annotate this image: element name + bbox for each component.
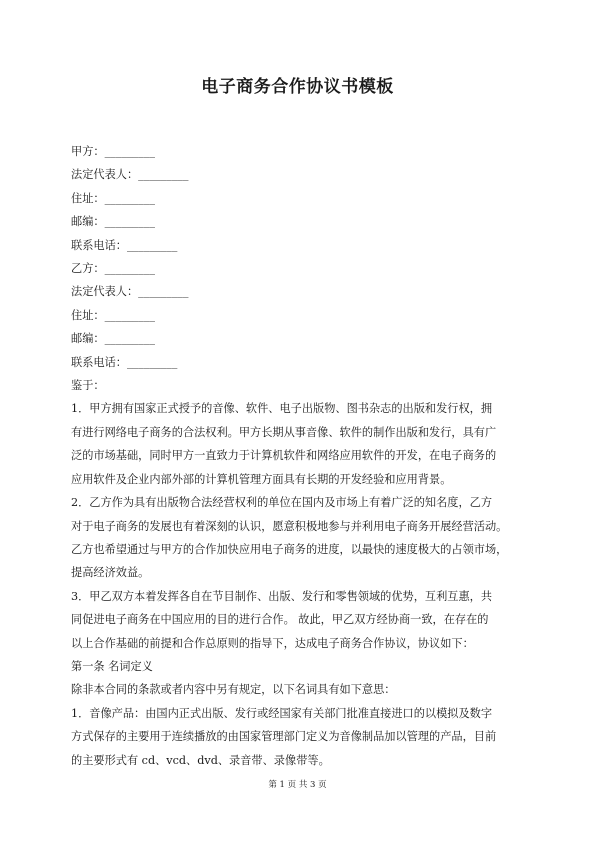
party-b-phone-field: 联系电话：_________: [71, 355, 178, 369]
recital-2: [71, 491, 531, 585]
recital-line: 乙方也希望通过与甲方的合作加快应用电子商务的进度，以最快的速度极大的占领市场，: [71, 542, 508, 556]
recital-line: 提高经济效益。: [71, 566, 150, 580]
recital-line: 泛的市场基础，同时甲方一直致力于计算机软件和网络应用软件的开发，在电子商务的: [71, 449, 497, 463]
article-1-intro: 除非本合同的条款或者内容中另有规定，以下名词具有如下意思：: [71, 683, 396, 697]
party-a-name-field: 甲方：_________: [71, 145, 155, 158]
recital-line: 应用软件及企业内部外部的计算机管理方面具有长期的开发经验和应用背景。: [71, 472, 452, 486]
definition-line: 的主要形式有 cd、vcd、dvd、录音带、录像带等。: [71, 753, 330, 767]
page-number-footer: 第 1 页 共 3 页: [268, 780, 327, 790]
definition-1: [71, 702, 531, 772]
recital-3: [71, 585, 531, 655]
document-title: 电子商务合作协议书模板: [201, 77, 394, 97]
party-a-address-field: 住址：_________: [71, 191, 155, 205]
party-b-postcode-field: 邮编：_________: [71, 332, 155, 346]
recital-line: 同促进电子商务在中国应用的目的进行合作。 故此，甲乙双方经协商一致，在存在的: [71, 613, 489, 627]
recital-line: 2．乙方作为具有出版物合法经营权利的单位在国内及市场上有着广泛的知名度，乙方: [71, 496, 493, 510]
party-a-postcode-field: 邮编：_________: [71, 215, 155, 229]
recital-line: 对于电子商务的发展也有着深刻的认识，愿意积极地参与并利用电子商务开展经营活动。: [71, 519, 508, 533]
party-a-block: [71, 140, 531, 257]
whereas-heading: 鉴于：: [71, 379, 105, 393]
recital-line: 3．甲乙双方本着发挥各自在节目制作、出版、发行和零售领域的优势，互利互惠，共: [71, 589, 493, 603]
article-1-heading: 第一条 名词定义: [71, 659, 153, 673]
document-body: [71, 140, 531, 772]
party-b-representative-field: 法定代表人：_________: [71, 285, 189, 299]
party-a-phone-field: 联系电话：_________: [71, 238, 178, 252]
recital-line: 有进行网络电子商务的合法权利。甲方长期从事音像、软件的制作出版和发行，具有广: [71, 425, 497, 439]
party-b-address-field: 住址：_________: [71, 308, 155, 322]
definition-line: 方式保存的主要用于连续播放的由国家管理部门定义为音像制品加以管理的产品，目前: [71, 730, 497, 744]
party-a-representative-field: 法定代表人：_________: [71, 168, 189, 182]
recital-line: 以上合作基础的前提和合作总原则的指导下，达成电子商务合作协议，协议如下：: [71, 636, 474, 650]
party-b-block: [71, 257, 531, 374]
recital-line: 1．甲方拥有国家正式授予的音像、软件、电子出版物、图书杂志的出版和发行权，拥: [71, 402, 493, 416]
party-b-name-field: 乙方：_________: [71, 262, 155, 276]
recital-1: [71, 397, 531, 491]
definition-line: 1．音像产品：由国内正式出版、发行或经国家有关部门批准直接进口的以模拟及数字: [71, 706, 493, 720]
